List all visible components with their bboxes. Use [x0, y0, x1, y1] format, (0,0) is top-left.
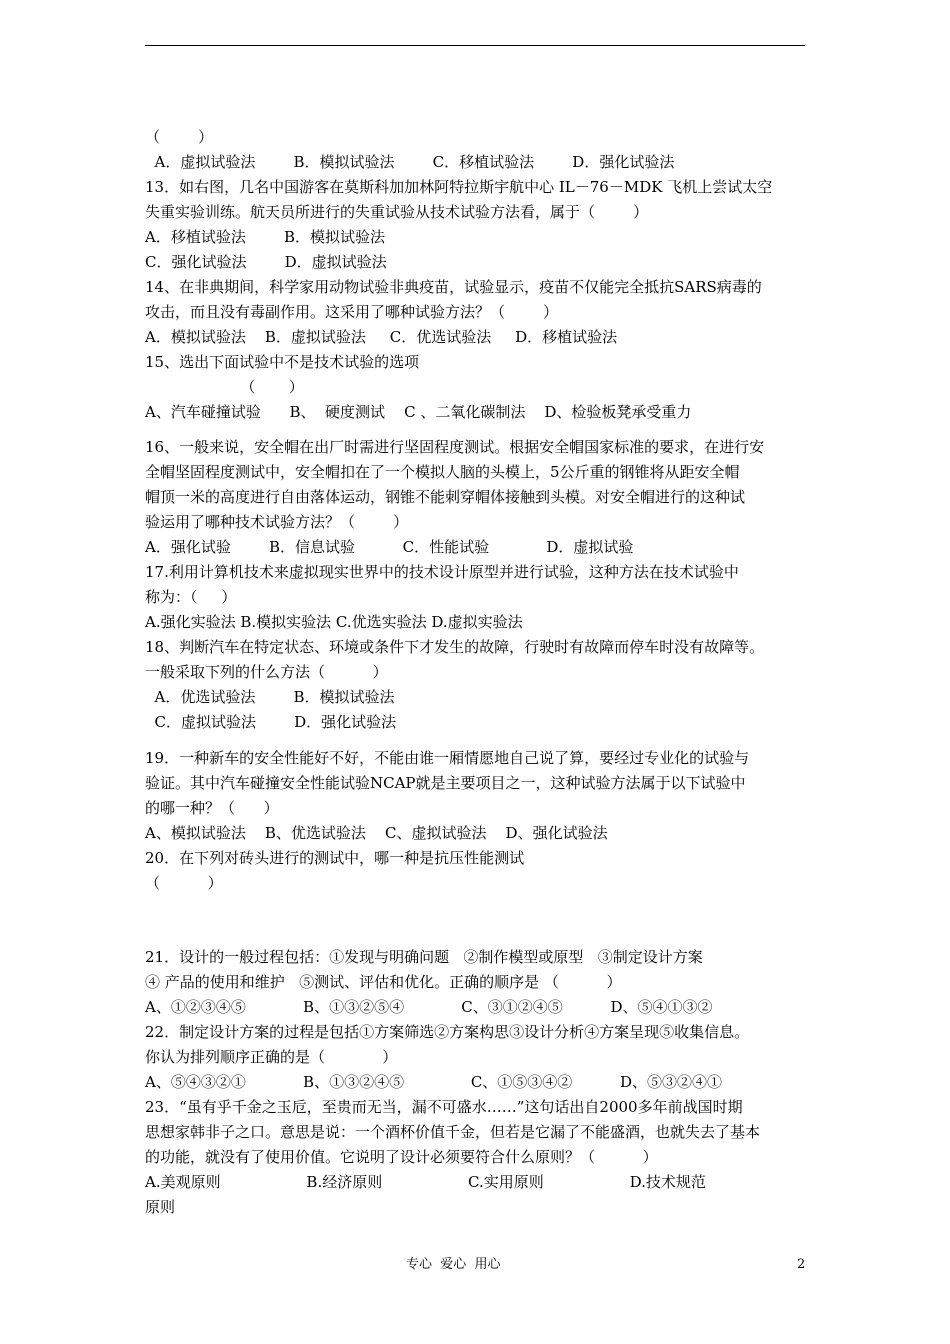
text-line: 14、在非典期间，科学家用动物试验非典疫苗，试验显示，疫苗不仅能完全抵抗SARS病毒的	[145, 278, 762, 296]
text-line: 的哪一种？（ ）	[145, 799, 279, 817]
text-line: 攻击，而且没有毒副作用。这采用了哪种试验方法？（ ）	[145, 303, 559, 321]
text-line: 验证。其中汽车碰撞安全性能试验NCAP就是主要项目之一，这种试验方法属于以下试验中	[145, 774, 746, 792]
text-line: 全帽坚固程度测试中，安全帽扣在了一个模拟人脑的头模上，5公斤重的钢锥将从距安全帽	[145, 463, 740, 481]
text-line: 23．“虽有乎千金之玉卮，至贵而无当，漏不可盛水……”这句话出自2000多年前战国时期	[145, 1098, 743, 1116]
text-line: （ ）	[145, 378, 304, 396]
text-line: C．强化试验法 D．虚拟试验法	[145, 253, 387, 271]
text-line: A.强化实验法 B.模拟实验法 C.优选实验法 D.虚拟实验法	[145, 613, 523, 631]
text-line: A.美观原则 B.经济原则 C.实用原则 D.技术规范	[145, 1173, 706, 1191]
text-line: 失重实验训练。航天员所进行的失重试验从技术试验方法看，属于（ ）	[145, 203, 649, 221]
text-line: 15、选出下面试验中不是技术试验的选项	[145, 353, 420, 371]
text-line: 17.利用计算机技术来虚拟现实世界中的技术设计原型并进行试验，这种方法在技术试验中	[145, 563, 739, 581]
text-line: 18、判断汽车在特定状态、环境或条件下才发生的故障，行驶时有故障而停车时没有故障等。	[145, 638, 765, 656]
text-line: 验运用了哪种技术试验方法？（ ）	[145, 513, 409, 531]
text-line: （ ）	[145, 874, 223, 892]
text-line: 16、一般来说，安全帽在出厂时需进行坚固程度测试。根据安全帽国家标准的要求，在进行安	[145, 438, 765, 456]
text-line: A．模拟试验法 B．虚拟试验法 C．优选试验法 D．移植试验法	[145, 328, 618, 346]
text-line: 的功能，就没有了使用价值。它说明了设计必须要符合什么原则？（ ）	[145, 1148, 658, 1166]
text-line: 21．设计的一般过程包括：①发现与明确问题 ②制作模型或原型 ③制定设计方案	[145, 948, 703, 966]
text-line: A．移植试验法 B．模拟试验法	[145, 228, 386, 246]
text-line: A、⑤④③②① B、①③②④⑤ C、①⑤③④② D、⑤③②④①	[145, 1073, 723, 1091]
header-rule	[145, 45, 805, 46]
text-line: A．虚拟试验法 B．模拟试验法 C．移植试验法 D．强化试验法	[145, 153, 675, 171]
text-line: 思想家韩非子之口。意思是说：一个酒杯价值千金，但若是它漏了不能盛酒，也就失去了基本	[145, 1123, 761, 1141]
text-line: A．优选试验法 B．模拟试验法	[145, 688, 395, 706]
text-line: （ ）	[145, 128, 214, 146]
text-line: ④ 产品的使用和维护 ⑤测试、评估和优化。正确的顺序是 （ ）	[145, 973, 622, 991]
text-line: 帽顶一米的高度进行自由落体运动，钢锥不能刺穿帽体接触到头模。对安全帽进行的这种试	[145, 488, 746, 506]
text-line: A．强化试验 B．信息试验 C．性能试验 D．虚拟试验	[145, 538, 634, 556]
text-line: 一般采取下列的什么方法（ ）	[145, 663, 388, 681]
text-line: 22．制定设计方案的过程是包括①方案筛选②方案构思③设计分析④方案呈现⑤收集信息。	[145, 1023, 750, 1041]
text-line: 19．一种新车的安全性能好不好，不能由谁一厢情愿地自己说了算，要经过专业化的试验与	[145, 749, 750, 767]
text-line: 13．如右图，几名中国游客在莫斯科加加林阿特拉斯宇航中心 IL－76－MDK 飞机上尝试太空	[145, 178, 773, 196]
text-line: 你认为排列顺序正确的是（ ）	[145, 1048, 398, 1066]
text-line: C．虚拟试验法 D．强化试验法	[145, 713, 397, 731]
text-line: 原则	[145, 1198, 176, 1216]
text-line: A、模拟试验法 B、优选试验法 C、虚拟试验法 D、强化试验法	[145, 824, 608, 842]
page-footer: 专心 爱心 用心	[406, 1257, 501, 1272]
text-line: 20．在下列对砖头进行的测试中，哪一种是抗压性能测试	[145, 849, 525, 867]
text-line: A、汽车碰撞试验 B、 硬度测试 C 、二氧化碳制法 D、检验板凳承受重力	[145, 403, 692, 421]
text-line: A、①②③④⑤ B、①③②⑤④ C、③①②④⑤ D、⑤④①③②	[145, 998, 713, 1016]
text-line: 称为：（ ）	[145, 588, 237, 606]
page-number: 2	[797, 1257, 806, 1272]
